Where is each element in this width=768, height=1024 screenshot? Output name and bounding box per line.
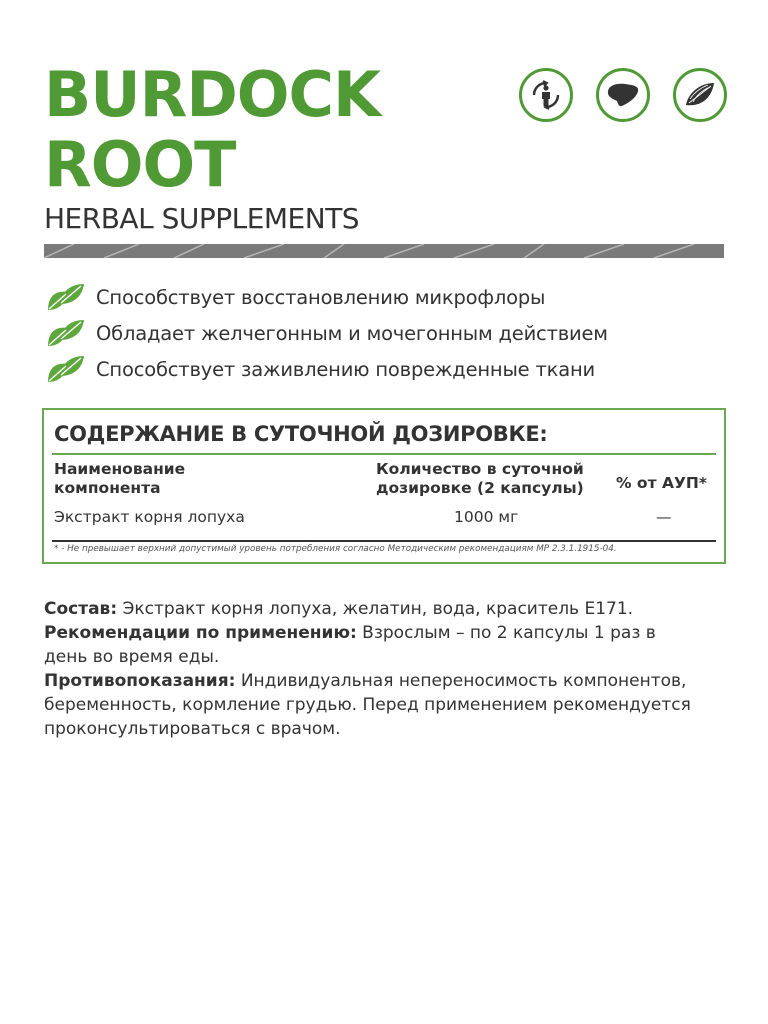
table-bottom-rule <box>52 540 716 542</box>
contraindications <box>44 669 704 741</box>
list-item <box>46 279 608 315</box>
body-cycle-badge <box>519 68 573 122</box>
usage <box>44 621 704 669</box>
leaf-icon <box>46 280 86 314</box>
title-line-2: ROOT <box>44 128 236 201</box>
usage-text: Взрослым – по 2 капсулы 1 раз в день во время еды. <box>44 623 656 667</box>
badges <box>519 68 727 122</box>
list-item <box>46 351 608 387</box>
dosage-table <box>42 408 726 564</box>
decorative-divider <box>44 244 724 258</box>
table-cell-amount: 1000 мг <box>454 508 519 526</box>
contra-label: Противопоказания: <box>44 671 236 691</box>
composition-text: Экстракт корня лопуха, желатин, вода, краситель Е171. <box>117 599 634 619</box>
header-percent: % от АУП* <box>616 474 707 492</box>
header-amount: Количество в суточной дозировке (2 капсулы) <box>376 460 584 497</box>
title-line-1: BURDOCK <box>44 58 381 131</box>
composition <box>44 597 704 621</box>
liver-badge <box>596 68 650 122</box>
benefit-text: Способствует восстановлению микрофлоры <box>96 285 546 309</box>
table-cell-percent: — <box>656 508 672 526</box>
footnote: * - Не превышает верхний допустимый уровень потребления согласно Методическим рекомендациям МР 2.3.1.1915-04. <box>54 544 617 554</box>
table-title: СОДЕРЖАНИЕ В СУТОЧНОЙ ДОЗИРОВКЕ: <box>54 422 548 446</box>
header-component: Наименование компонента <box>54 460 186 497</box>
usage-label: Рекомендации по применению: <box>44 623 357 643</box>
product-info <box>44 597 704 741</box>
leaf-icon <box>46 316 86 350</box>
benefit-text: Обладает желчегонным и мочегонным действием <box>96 321 608 345</box>
contra-text: Индивидуальная непереносимость компонентов, беременность, кормление грудью. Перед применением рекомендуется проконсультироваться с врачом. <box>44 671 691 739</box>
table-cell-component: Экстракт корня лопуха <box>54 508 245 526</box>
composition-label: Состав: <box>44 599 118 619</box>
benefit-text: Способствует заживлению поврежденные ткани <box>96 357 595 381</box>
list-item <box>46 315 608 351</box>
body-cycle-icon <box>526 75 566 115</box>
leaf-icon <box>46 352 86 386</box>
liver-icon <box>603 75 643 115</box>
seed-icon <box>680 75 720 115</box>
subtitle: HERBAL SUPPLEMENTS <box>44 202 360 235</box>
seed-badge <box>673 68 727 122</box>
benefits-list <box>46 279 608 387</box>
table-divider <box>52 453 716 455</box>
